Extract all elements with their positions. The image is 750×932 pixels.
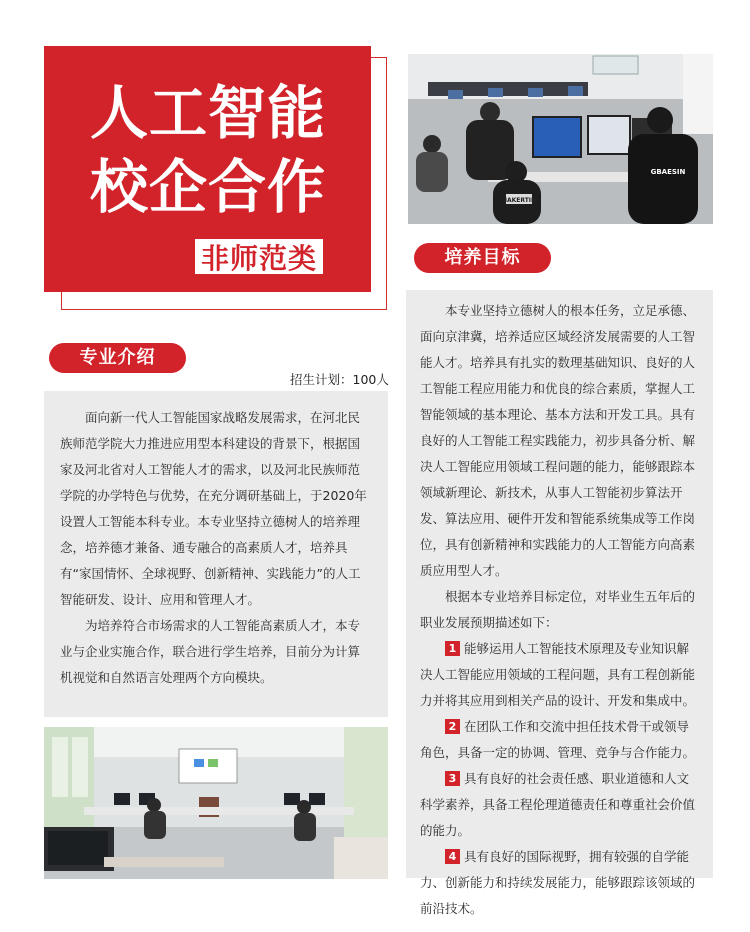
major-intro-heading: 专业介绍 [49,343,186,373]
goal-item-1 [420,636,701,714]
enrollment-plan: 招生计划：100人 [290,372,389,387]
lab-photo-bottom [44,727,388,879]
subtitle-badge: 非师范类 [193,237,325,276]
goal-number-badge: 4 [445,849,460,864]
goal-number-badge: 1 [445,641,460,656]
goal-number-badge: 3 [445,771,460,786]
title-line-1: 人工智能 [90,79,327,147]
goal-item-text: 具有良好的社会责任感、职业道德和人文科学素养，具备工程伦理道德责任和尊重社会价值的能力。 [420,771,696,838]
goal-item-3 [420,766,701,844]
photo-jacket-text: GBAESIN [650,168,686,176]
major-intro-paragraph: 为培养符合市场需求的人工智能高素质人才，本专业与企业实施合作，联合进行学生培养，目前分为计算机视觉和自然语言处理两个方向模块。 [60,618,361,685]
title-line-2: 校企合作 [90,153,327,221]
title-banner [44,46,371,292]
training-goals-panel [406,290,713,916]
major-intro-panel [44,391,388,717]
goal-number-badge: 2 [445,719,460,734]
major-intro-paragraph: 面向新一代人工智能国家战略发展需求，在河北民族师范学院大力推进应用型本科建设的背景下，根据国家及河北省对人工智能人才的需求，以及河北民族师范学院的办学特色与优势，在充分调研基础上，于2020年设置人工智能本科专业。本专业坚持立德树人的培养理念，培养德才兼备、通专融合的高素质人才，培养具有“家国情怀、全球视野、创新精神、实践能力”的人工智能研发、设计、应用和管理人才。 [60,410,367,607]
training-goals-intro: 本专业坚持立德树人的根本任务，立足承德、面向京津冀，培养适应区域经济发展需要的人工智能人才。培养具有扎实的数理基础知识、良好的人工智能工程应用能力和优良的综合素质，掌握人工智能领域的基本理论、基本方法和开发工具。具有良好的人工智能工程实践能力，初步具备分析、解决人工智能应用领域工程问题的能力，能够跟踪本领域新理论、新技术，从事人工智能初步算法开发、算法应用、硬件开发和智能系统集成等工作岗位，具有创新精神和实践能力的人工智能方向高素质应用型人才。 [420,303,696,578]
goal-item-4 [420,844,701,922]
goal-item-2 [420,714,701,766]
goal-item-text: 具有良好的国际视野，拥有较强的自学能力、创新能力和持续发展能力，能够跟踪该领域的前沿技术。 [420,849,696,916]
training-goals-heading: 培养目标 [414,243,551,273]
goal-item-text: 在团队工作和交流中担任技术骨干或领导角色，具备一定的协调、管理、竞争与合作能力。 [420,719,696,760]
photo-shirt-text: NAKERTIN [501,197,537,204]
training-goals-lead: 根据本专业培养目标定位，对毕业生五年后的职业发展预期描述如下： [420,589,696,630]
lab-photo-top [408,54,713,224]
goal-item-text: 能够运用人工智能技术原理及专业知识解决人工智能应用领域的工程问题，具有工程创新能力并将其应用到相关产品的设计、开发和集成中。 [420,641,696,708]
